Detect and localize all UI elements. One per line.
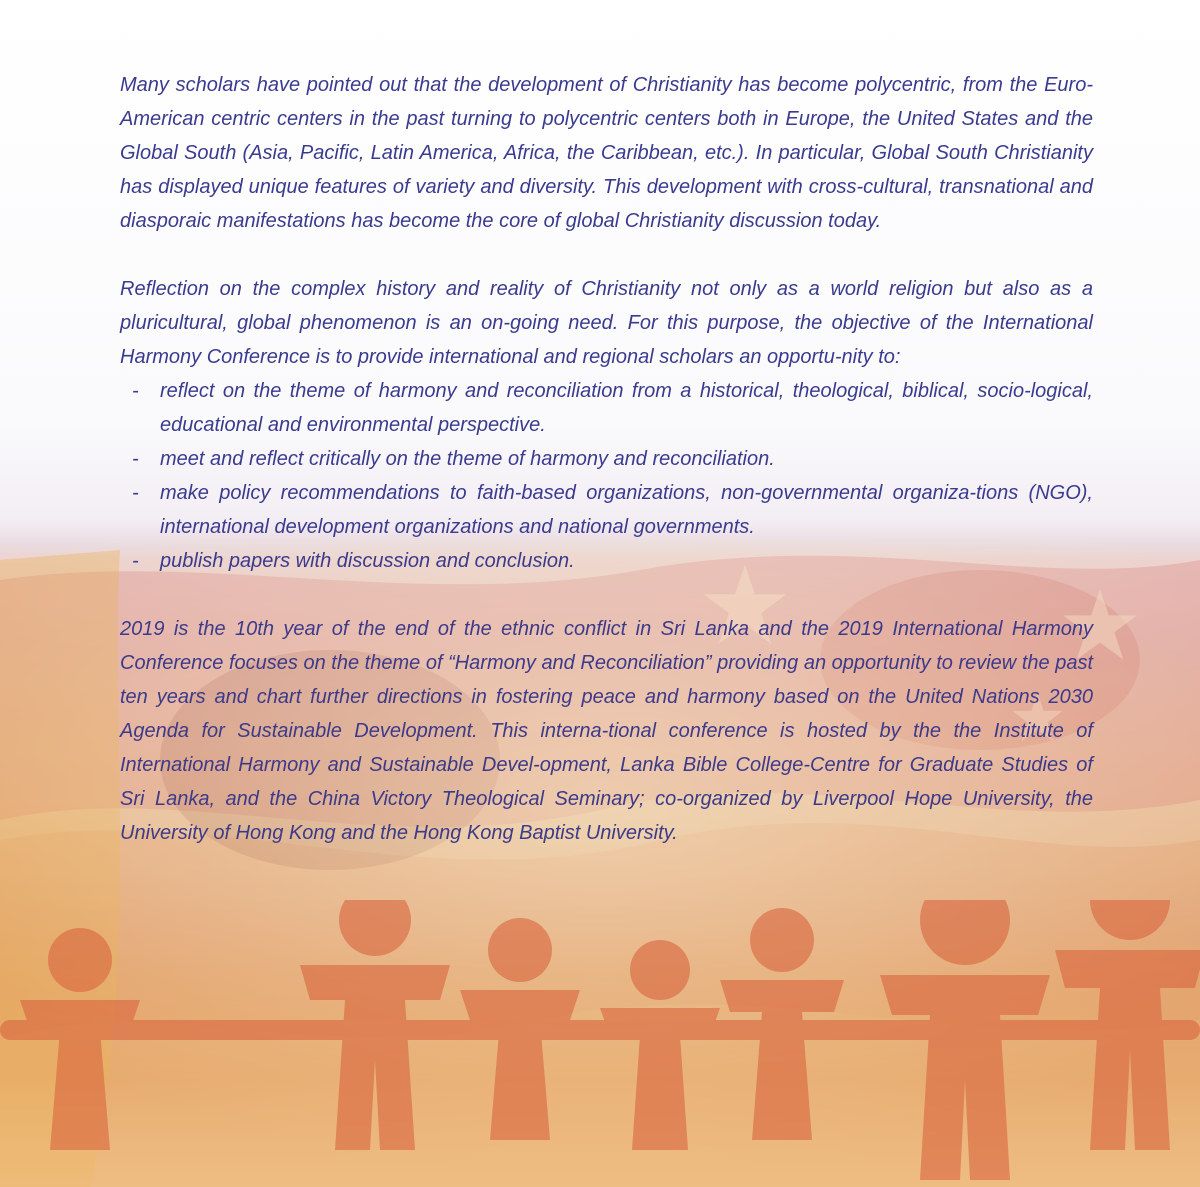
bullet-dash: - xyxy=(132,482,139,504)
objective-text: make policy recommendations to faith-based organizations, non-governmental organiza-tions (NGO), international development organizations and national governments. xyxy=(160,482,1093,538)
bullet-dash: - xyxy=(132,448,139,470)
objective-item xyxy=(120,442,1093,476)
document-body xyxy=(120,68,1093,850)
intro-paragraph: Many scholars have pointed out that the development of Christianity has become polycentric, from the Euro-American centric centers in the past turning to polycentric centers both in Europe, the United States and the Global South (Asia, Pacific, Latin America, Africa, the Caribbean, etc.). In particular, Global South Christianity has displayed unique features of variety and diversity. This development with cross-cultural, transnational and diasporaic manifestations has become the core of global Christianity discussion today. xyxy=(120,74,1093,232)
objective-item xyxy=(120,476,1093,544)
objective-text: reflect on the theme of harmony and reconciliation from a historical, theological, biblical, socio-logical, educational and environmental perspective. xyxy=(160,380,1093,436)
objective-item xyxy=(120,374,1093,442)
paper-chain-people-icon xyxy=(0,900,1200,1187)
paragraph-spacer xyxy=(120,238,1093,272)
bullet-dash: - xyxy=(132,380,139,402)
paragraph-spacer xyxy=(120,578,1093,612)
objective-text: meet and reflect critically on the theme of harmony and reconciliation. xyxy=(160,448,775,470)
objective-text: publish papers with discussion and conclusion. xyxy=(160,550,575,572)
conference-paragraph: 2019 is the 10th year of the end of the ethnic conflict in Sri Lanka and the 2019 International Harmony Conference focuses on the theme of “Harmony and Reconciliation” providing an opportunity to review the past ten years and chart further directions in fostering peace and harmony based on the United Nations 2030 Agenda for Sustainable Development. This interna-tional conference is hosted by the the Institute of International Harmony and Sustainable Devel-opment, Lanka Bible College-Centre for Graduate Studies of Sri Lanka, and the China Victory Theological Seminary; co-organized by Liverpool Hope University, the University of Hong Kong and the Hong Kong Baptist University. xyxy=(120,618,1093,844)
objective-item xyxy=(120,544,1093,578)
objective-paragraph: Reflection on the complex history and reality of Christianity not only as a world religion but also as a pluricultural, global phenomenon is an on-going need. For this purpose, the objective of the International Harmony Conference is to provide international and regional scholars an opportu-nity to: xyxy=(120,278,1093,368)
objectives-list xyxy=(120,374,1093,578)
bullet-dash: - xyxy=(132,550,139,572)
